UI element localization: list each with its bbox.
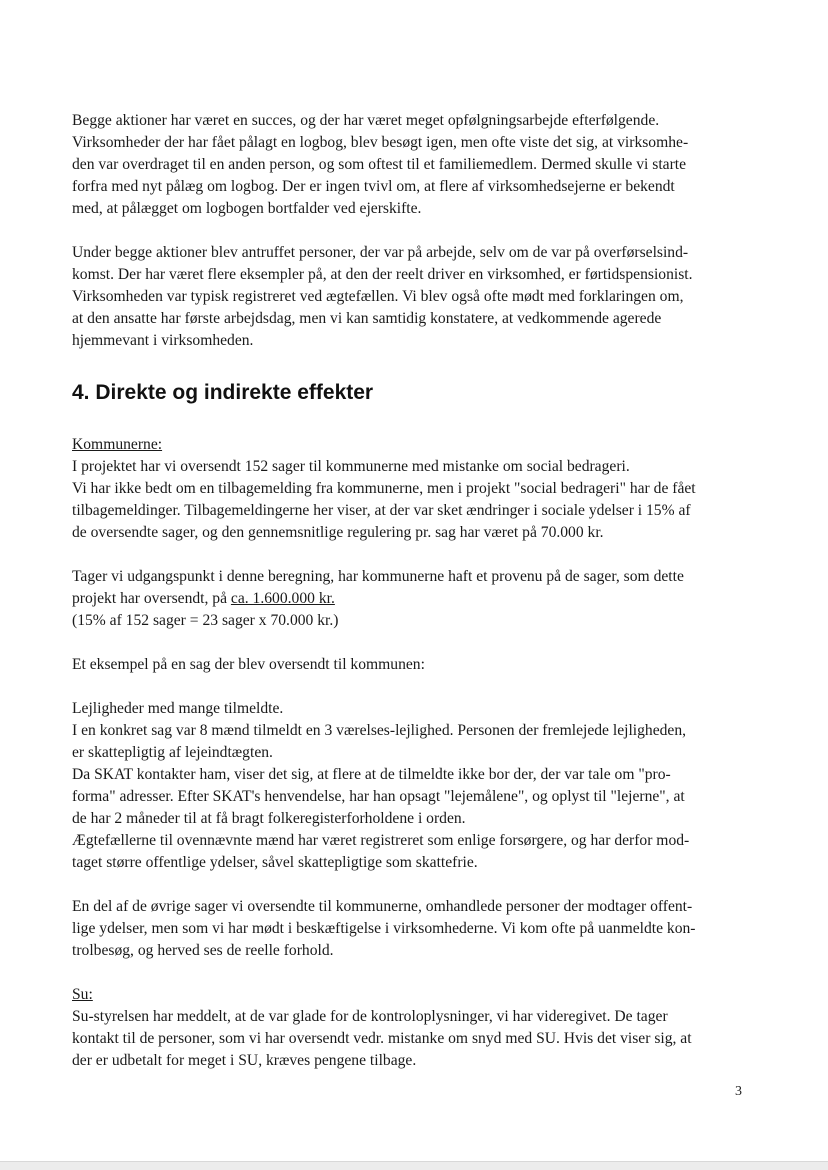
paragraph-aktioner-succes <box>72 110 752 220</box>
text-line: Vi har ikke bedt om en tilbagemelding fra kommunerne, men i projekt "social bedrageri" har de fået <box>72 480 696 497</box>
text-line-calculation: (15% af 152 sager = 23 sager x 70.000 kr.) <box>72 612 339 629</box>
section-heading: 4. Direkte og indirekte effekter <box>72 381 374 404</box>
text-line: Begge aktioner har været en succes, og der har været meget opfølgningsarbejde efterfølgende. <box>72 112 660 129</box>
paragraph-spacer <box>72 962 752 984</box>
text-line: tilbagemeldinger. Tilbagemeldingerne her viser, at der var sket ændringer i sociale ydelser i 15% af <box>72 502 691 519</box>
paragraph-eksempel-intro <box>72 654 752 676</box>
text-line: forfra med nyt pålæg om logbog. Der er ingen tvivl om, at flere af virksomhedsejerne er bekendt <box>72 178 675 195</box>
page-number: 3 <box>735 1084 742 1099</box>
text-line: kontakt til de personer, som vi har oversendt vedr. mistanke om snyd med SU. Hvis det viser sig, at <box>72 1030 692 1047</box>
text-line: med, at pålægget om logbogen bortfalder ved ejerskifte. <box>72 200 422 217</box>
paragraph-provenu <box>72 566 752 632</box>
paragraph-su <box>72 984 752 1072</box>
text-line-prefix: projekt har oversendt, på <box>72 590 231 607</box>
text-line: Et eksempel på en sag der blev oversendt til kommunen: <box>72 656 425 673</box>
text-line: Ægtefællerne til ovennævnte mænd har været registreret som enlige forsørgere, og har derfor mod- <box>72 832 690 849</box>
text-line: er skattepligtig af lejeindtægten. <box>72 744 273 761</box>
paragraph-spacer <box>72 676 752 698</box>
text-line: komst. Der har været flere eksempler på, at den der reelt driver en virksomhed, er førtidspensionist. <box>72 266 693 283</box>
text-line-provenu <box>72 588 752 610</box>
paragraph-oevrige-sager <box>72 896 752 962</box>
text-line: I en konkret sag var 8 mænd tilmeldt en 3 værelses-lejlighed. Personen der fremlejede lejligheden, <box>72 722 687 739</box>
text-line: I projektet har vi oversendt 152 sager til kommunerne med mistanke om social bedrageri. <box>72 458 630 475</box>
subsection-label-su: Su: <box>72 986 93 1003</box>
text-line: En del af de øvrige sager vi oversendte til kommunerne, omhandlede personer der modtager offent- <box>72 898 693 915</box>
text-line: Under begge aktioner blev antruffet personer, der var på arbejde, selv om de var på overførselsind- <box>72 244 689 261</box>
text-line: de oversendte sager, og den gennemsnitlige regulering pr. sag har været på 70.000 kr. <box>72 524 604 541</box>
paragraph-lejligheder <box>72 698 752 874</box>
paragraph-overfoerselsindkomst <box>72 242 752 352</box>
text-line: Su-styrelsen har meddelt, at de var glade for de kontroloplysninger, vi har videregivet. De tager <box>72 1008 668 1025</box>
text-line: Lejligheder med mange tilmeldte. <box>72 700 284 717</box>
text-line: Da SKAT kontakter ham, viser det sig, at flere at de tilmeldte ikke bor der, der var tale om "pro- <box>72 766 671 783</box>
paragraph-spacer <box>72 544 752 566</box>
text-line: der er udbetalt for meget i SU, kræves pengene tilbage. <box>72 1052 417 1069</box>
text-line: lige ydelser, men som vi har mødt i beskæftigelse i virksomhederne. Vi kom ofte på uanmeldte kon- <box>72 920 696 937</box>
document-page <box>72 110 752 1072</box>
subsection-label-kommunerne: Kommunerne: <box>72 436 163 453</box>
paragraph-kommunerne <box>72 434 752 544</box>
text-line: den var overdraget til en anden person, og som oftest til et familiemedlem. Dermed skulle vi starte <box>72 156 687 173</box>
text-line: taget større offentlige ydelser, såvel skattepligtige som skattefrie. <box>72 854 478 871</box>
text-line: Tager vi udgangspunkt i denne beregning, har kommunerne haft et provenu på de sager, som dette <box>72 568 684 585</box>
text-line: trolbesøg, og herved ses de reelle forhold. <box>72 942 334 959</box>
text-line: Virksomheden var typisk registreret ved ægtefællen. Vi blev også ofte mødt med forklaringen om, <box>72 288 684 305</box>
paragraph-spacer <box>72 874 752 896</box>
text-line: at den ansatte har første arbejdsdag, men vi kan samtidig konstatere, at vedkommende agerede <box>72 310 662 327</box>
paragraph-spacer <box>72 220 752 242</box>
text-line: hjemmevant i virksomheden. <box>72 332 254 349</box>
text-line: Virksomheder der har fået pålagt en logbog, blev besøgt igen, men ofte viste det sig, at virksomhe- <box>72 134 689 151</box>
text-line: forma" adresser. Efter SKAT's henvendelse, har han opsagt "lejemålene", og oplyst til "lejerne", at <box>72 788 685 805</box>
provenu-amount: ca. 1.600.000 kr. <box>230 590 335 607</box>
paragraph-spacer <box>72 632 752 654</box>
text-line: de har 2 måneder til at få bragt folkeregisterforholdene i orden. <box>72 810 466 827</box>
